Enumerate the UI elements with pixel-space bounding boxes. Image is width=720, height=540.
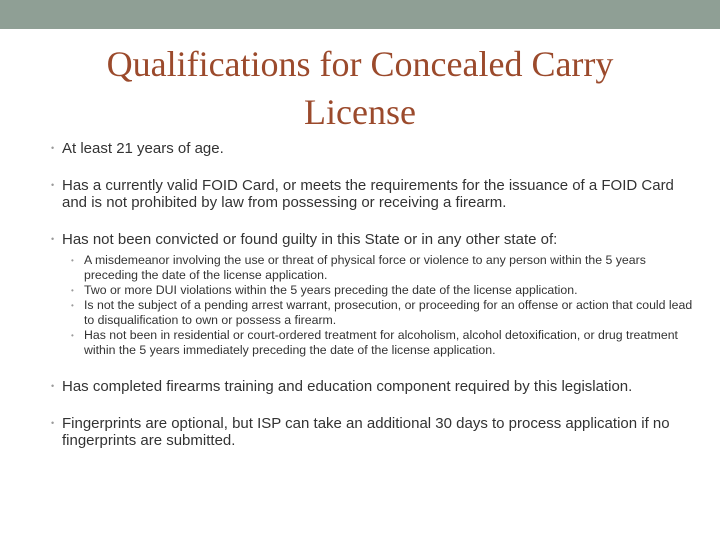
list-item [48,415,698,449]
list-item-text: Fingerprints are optional, but ISP can take an additional 30 days to process application if no fingerprints are submitted. [62,415,670,449]
sub-list-item-text: A misdemeanor involving the use or threat of physical force or violence to any person within the 5 years preceding the date of the license application. [84,253,646,282]
sub-list-item [62,298,698,328]
sub-list-item-text: Two or more DUI violations within the 5 years preceding the date of the license application. [84,283,578,297]
list-item [48,231,698,358]
title-line-2: License [304,92,416,132]
bullet-icon: • [51,234,55,244]
sub-list-item [62,253,698,283]
bullet-icon: • [51,180,55,190]
bullet-icon: • [71,286,74,295]
sub-list-item-text: Is not the subject of a pending arrest warrant, prosecution, or proceeding for an offense or action that could lead to disqualification to own or possess a firearm. [84,298,693,327]
bullet-icon: • [71,331,74,340]
sub-bullet-list [62,253,698,358]
sub-list-item [62,283,698,298]
bullet-icon: • [51,418,55,428]
top-accent-bar [0,0,720,29]
sub-list-item-text: Has not been in residential or court-ordered treatment for alcoholism, alcohol detoxification, or drug treatment within the 5 years immediately preceding the date of the license application. [84,328,678,357]
list-item-text: At least 21 years of age. [62,140,224,157]
bullet-list [48,140,698,469]
bullet-icon: • [71,256,74,265]
list-item-text: Has not been convicted or found guilty in this State or in any other state of: [62,231,558,248]
bullet-icon: • [51,381,55,391]
list-item [48,140,698,157]
slide-title [60,40,660,136]
list-item [48,177,698,211]
sub-list-item [62,328,698,358]
bullet-icon: • [71,301,74,310]
list-item-text: Has a currently valid FOID Card, or meets the requirements for the issuance of a FOID Card and is not prohibited by law from possessing or receiving a firearm. [62,177,674,211]
list-item-text: Has completed firearms training and education component required by this legislation. [62,378,633,395]
title-line-1: Qualifications for Concealed Carry [106,44,614,84]
list-item [48,378,698,395]
bullet-icon: • [51,143,55,153]
